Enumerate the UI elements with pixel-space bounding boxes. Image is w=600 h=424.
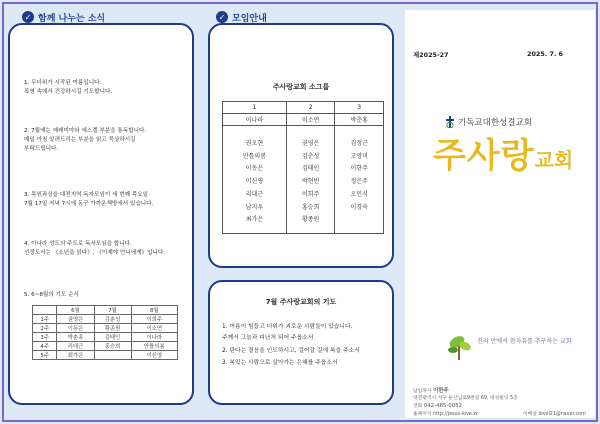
issue-date: 2025. 7. 6 (527, 50, 563, 58)
news-section-label (22, 10, 105, 24)
address-line: 대전광역시 서구 둔산남로9번길 69, 대경빌딩 5층 (413, 396, 518, 401)
news-item-3: 3. 목원과상을 대전지역 독자모임이 세 번째 목요일 7월 17일 저녁 7시에 동구 가까운책방에서 있습니다. (24, 192, 154, 207)
church-logo (445, 332, 585, 368)
prayer-panel (208, 280, 394, 405)
homepage-link[interactable]: http://jesus-love.kr (433, 412, 479, 417)
group-members-row (223, 126, 384, 234)
table-row: 1주 권영은 김춘성 이희주 (33, 315, 178, 324)
schedule-title: 5. 6~8월의 기도 순서 (24, 292, 79, 298)
phone-line: 전화 042-485-0052 (413, 403, 462, 409)
denomination-block (445, 116, 532, 128)
denomination-name: 기독교대한성결교회 (458, 118, 532, 128)
news-panel (8, 23, 194, 405)
issue-number: 제2025-27 (413, 51, 449, 59)
news-item-2: 2. 7월에는 예레미야와 예스겔 부분을 통독합니다. 매일 아침 알려드리는 부분을 읽고 묵상하시길 부탁드립니다. (24, 128, 147, 152)
tree-logo-icon (445, 332, 475, 362)
church-name-suffix: 교회 (534, 148, 574, 172)
email-line: 이메일 lovol21@naver.com (523, 412, 586, 417)
email-link[interactable]: lovol21@naver.com (538, 412, 586, 417)
groups-title: 주사랑교회 소그룹 (272, 83, 330, 91)
news-item-4: 4. 이나라 성도의 주도로 독서모임을 합니다. 선정도서는 《소년을 읽다》, 《이제야 언니에게》입니다. (24, 241, 166, 256)
prayer-item-2: 2. 판다는 결음을 인도하시고, 걸어갈 길에 복을 주소서 (222, 348, 360, 354)
group-1-members: 권오현 안틀의봄 이동은 이신영 리대근 남지우 최가은 (223, 126, 287, 234)
homepage-line: 홈페이지 http://jesus-love.kr (413, 412, 479, 417)
prayer-schedule-table (32, 305, 178, 360)
table-row: 5주 회가은 이신영 (33, 351, 178, 360)
prayer-item-3: 3. 복있는 사람으로 살아가는 은혜를 주옵소서 (222, 360, 338, 366)
pastor-line: 담임목사 이한주 (413, 388, 449, 394)
logo-slogan: 진리 안에서 참자유를 추구하는 교회 (477, 338, 572, 345)
group-3-members: 김정근 고영미 이한주 정은주 오민식 이경숙 (335, 126, 384, 234)
prayer-title: 7월 주사랑교회의 기도 (265, 298, 337, 306)
group-leader-row: 이나라 이소연 박춘홍 (223, 114, 384, 126)
groups-panel (208, 23, 394, 268)
church-name-block (433, 128, 573, 177)
groups-header: 모임안내 (232, 13, 267, 24)
table-row: 2주 이동은 황종원 이소연 (33, 324, 178, 333)
holiness-emblem-icon (445, 116, 455, 128)
groups-section-label (216, 10, 267, 24)
church-name: 주사랑 (433, 136, 535, 176)
group-number-row: 1 2 3 (223, 102, 384, 114)
table-header-row: 6월 7월 8월 (33, 306, 178, 315)
check-icon: ✓ (22, 11, 34, 23)
prayer-item-1: 1. 여름이 힘들고 더위가 괴로운 사람들이 있습니다. 주께서 그늘과 피난처 되어 주옵소서 (222, 324, 353, 341)
table-row: 4주 리대근 홍승희 안틀의봄 (33, 342, 178, 351)
news-header: 함께 나누는 소식 (38, 13, 106, 24)
cover-panel (405, 10, 595, 418)
check-icon: ✓ (216, 11, 228, 23)
small-groups-table (222, 101, 384, 234)
group-2-members: 권영은 김춘성 김태인 박현빈 이희주 홍승희 황종원 (286, 126, 335, 234)
news-item-1: 1. 무더위가 시작된 여름입니다. 폭염 속에서 건강하시길 기도합니다. (24, 80, 113, 95)
table-row: 3주 박춘홍 김태인 이나라 (33, 333, 178, 342)
